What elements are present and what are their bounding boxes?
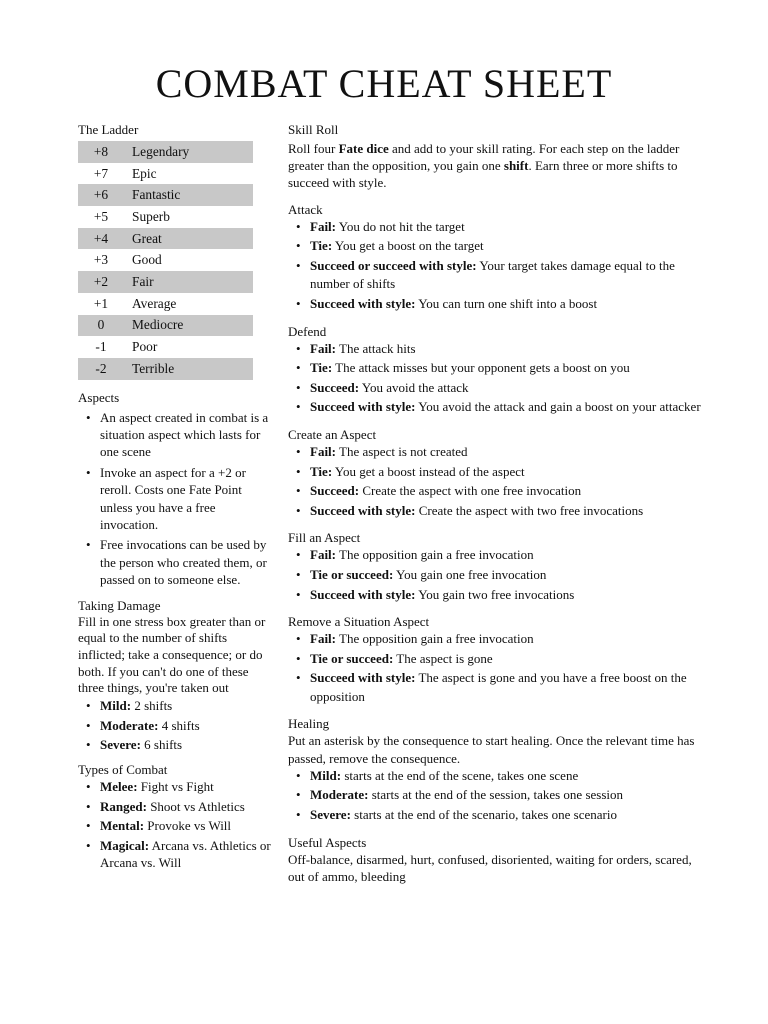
- ladder-row: [78, 141, 253, 163]
- types-of-combat-heading: Types of Combat: [78, 762, 168, 778]
- item-text: The attack misses but your opponent gets a boost on you: [332, 360, 630, 376]
- ladder-name: Good: [132, 252, 162, 268]
- item-label: Fail:: [310, 340, 336, 356]
- item-label: Tie:: [310, 463, 333, 479]
- fill-aspect-list: [288, 546, 708, 604]
- ladder-value: +2: [78, 271, 124, 293]
- item-text: The attack hits: [336, 340, 416, 356]
- list-item: [310, 586, 708, 605]
- ladder-row: [78, 206, 253, 228]
- item-text: The opposition gain a free invocation: [336, 631, 534, 647]
- item-text: Arcana vs. Athletics or Arcana vs. Will: [100, 837, 271, 870]
- ladder-row: [78, 358, 253, 380]
- useful-aspects-section: [288, 835, 708, 885]
- ladder-name: Average: [132, 295, 177, 311]
- item-text: The aspect is not created: [336, 443, 468, 459]
- list-item: [100, 798, 274, 815]
- list-item: [100, 817, 274, 834]
- left-column: [78, 122, 274, 880]
- list-item: [310, 237, 708, 256]
- ladder-value: +4: [78, 228, 124, 250]
- ladder-row: [78, 336, 253, 358]
- ladder-row: [78, 228, 253, 250]
- list-item: • Free invocations can be used by the person who created them, or passed on to someone else.: [100, 536, 274, 588]
- item-text: Shoot vs Athletics: [146, 798, 245, 814]
- item-text: Create the aspect with two free invocations: [415, 502, 644, 518]
- item-text: You avoid the attack and gain a boost on your attacker: [415, 399, 701, 415]
- list-item: [310, 463, 708, 482]
- remove-aspect-list: [288, 630, 708, 706]
- item-text: starts at the end of the scene, takes one scene: [341, 767, 579, 783]
- item-text: Create the aspect with one free invocation: [359, 483, 582, 499]
- list-item: • An aspect created in combat is a situation aspect which lasts for one scene: [100, 409, 274, 461]
- ladder-value: +3: [93, 252, 109, 268]
- page-title: COMBAT CHEAT SHEET: [155, 61, 613, 106]
- ladder-row: [78, 271, 253, 293]
- list-item: [310, 502, 708, 521]
- defend-list: [288, 340, 708, 417]
- item-text: starts at the end of the session, takes one session: [368, 787, 624, 803]
- list-item: [100, 697, 274, 714]
- fate-dice-term: Fate dice: [338, 141, 389, 156]
- list-item: [310, 650, 708, 669]
- item-text: You gain one free invocation: [393, 566, 547, 582]
- aspects-heading: Aspects: [78, 389, 120, 405]
- item-text: 4 shifts: [158, 717, 200, 733]
- item-label: Severe:: [310, 807, 351, 823]
- item-text: Provoke vs Will: [144, 818, 232, 834]
- attack-heading: Attack: [288, 201, 323, 217]
- aspects-section: [78, 390, 274, 589]
- item-label: Mild:: [100, 698, 132, 714]
- types-of-combat-section: [78, 762, 274, 871]
- item-text: 6 shifts: [140, 736, 183, 752]
- list-item: [100, 778, 274, 795]
- item-text: Your target takes damage equal to the number of shifts: [310, 257, 675, 292]
- skill-roll-section: [288, 122, 708, 192]
- ladder-value: -1: [95, 339, 107, 355]
- list-item: [310, 786, 708, 805]
- item-label: Fail:: [310, 631, 336, 647]
- ladder-value: +8: [78, 141, 124, 163]
- defend-section: [288, 324, 708, 417]
- defend-heading: Defend: [288, 323, 327, 339]
- ladder-row: [78, 249, 253, 271]
- skill-roll-text-3: . Earn three or more shifts to succeed with style.: [288, 158, 678, 191]
- healing-heading: Healing: [288, 716, 330, 732]
- list-item: [310, 546, 708, 565]
- attack-section: [288, 202, 708, 314]
- ladder-value: 0: [78, 315, 124, 337]
- list-item: [310, 218, 708, 237]
- item-text: starts at the end of the scenario, takes one scenario: [350, 807, 617, 823]
- item-label: Magical:: [100, 837, 150, 853]
- item-label: Moderate:: [100, 717, 159, 733]
- useful-aspects-text: Off-balance, disarmed, hurt, confused, disoriented, waiting for orders, scared, out of ammo, bleeding: [288, 851, 692, 884]
- right-column: [288, 122, 708, 895]
- item-label: Severe:: [100, 736, 141, 752]
- item-text: You do not hit the target: [336, 218, 465, 234]
- ladder-name: Poor: [132, 339, 158, 355]
- item-text: You get a boost instead of the aspect: [332, 463, 525, 479]
- item-text: The aspect is gone: [393, 650, 493, 666]
- item-label: Fail:: [310, 547, 336, 563]
- ladder-row: [78, 163, 253, 185]
- list-item: • Invoke an aspect for a +2 or reroll. Costs one Fate Point unless you have a free invocation.: [100, 464, 274, 534]
- item-label: Mild:: [310, 767, 342, 783]
- aspects-list: [78, 409, 274, 589]
- item-text: You gain two free invocations: [415, 586, 575, 602]
- item-label: Succeed:: [310, 483, 360, 499]
- list-item: [310, 669, 708, 706]
- useful-aspects-heading: Useful Aspects: [288, 834, 367, 850]
- fill-aspect-heading: Fill an Aspect: [288, 530, 361, 546]
- item-label: Succeed with style:: [310, 502, 416, 518]
- item-label: Succeed with style:: [310, 295, 416, 311]
- fill-aspect-section: [288, 530, 708, 604]
- ladder-value: +5: [93, 208, 109, 224]
- skill-roll-text: [288, 140, 708, 192]
- item-text: 2 shifts: [131, 698, 173, 714]
- list-item: [310, 806, 708, 825]
- list-item: [310, 767, 708, 786]
- item-text: You avoid the attack: [359, 379, 469, 395]
- item-label: Tie or succeed:: [310, 566, 394, 582]
- item-label: Succeed with style:: [310, 586, 416, 602]
- ladder-heading: The Ladder: [78, 122, 139, 137]
- ladder-name: Legendary: [124, 141, 253, 163]
- item-label: Fail:: [310, 218, 336, 234]
- ladder-table: [78, 141, 253, 380]
- create-aspect-section: [288, 427, 708, 520]
- taking-damage-text: Fill in one stress box greater than or equal to the number of shifts inflicted; take a consequence; or do both. If you can't do one of these three things, you're taken out: [78, 613, 266, 696]
- list-item: [100, 717, 274, 734]
- list-item: [310, 295, 708, 314]
- ladder-name: Great: [124, 228, 253, 250]
- ladder-name: Mediocre: [124, 315, 253, 337]
- item-text: The opposition gain a free invocation: [336, 547, 534, 563]
- healing-section: [288, 716, 708, 824]
- create-aspect-heading: Create an Aspect: [288, 426, 377, 442]
- list-item: [100, 837, 274, 872]
- list-item: [310, 398, 708, 417]
- item-label: Succeed or succeed with style:: [310, 257, 477, 273]
- skill-roll-text-2: and add to your skill rating. For each step on the ladder greater than the opposition, you gain one: [288, 141, 680, 174]
- list-item: [310, 257, 708, 294]
- item-label: Succeed:: [310, 379, 360, 395]
- ladder-name: Superb: [132, 208, 170, 224]
- item-label: Moderate:: [310, 787, 369, 803]
- ladder-row: [78, 315, 253, 337]
- item-text: The aspect is gone and you have a free boost on the opposition: [310, 670, 687, 704]
- create-aspect-list: [288, 443, 708, 520]
- ladder-name: Terrible: [124, 358, 253, 380]
- skill-roll-heading: Skill Roll: [288, 122, 339, 137]
- list-item: [100, 736, 274, 753]
- item-label: Melee:: [100, 779, 138, 795]
- list-item: [310, 482, 708, 501]
- healing-text: Put an asterisk by the consequence to start healing. Once the relevant time has passed, remove the consequence.: [288, 733, 695, 766]
- item-label: Succeed with style:: [310, 670, 416, 686]
- remove-aspect-heading: Remove a Situation Aspect: [288, 614, 430, 630]
- item-text: You get a boost on the target: [332, 238, 484, 254]
- ladder-row: [78, 184, 253, 206]
- healing-list: [288, 767, 708, 825]
- ladder-name: Fantastic: [124, 184, 253, 206]
- ladder-value: +6: [78, 184, 124, 206]
- item-label: Tie:: [310, 360, 333, 376]
- skill-roll-text-1: Roll four: [288, 141, 339, 156]
- taking-damage-section: [78, 598, 274, 754]
- item-label: Tie or succeed:: [310, 650, 394, 666]
- item-label: Ranged:: [100, 798, 147, 814]
- shift-term: shift: [503, 158, 529, 174]
- taking-damage-heading: Taking Damage: [78, 597, 161, 613]
- list-item: [310, 359, 708, 378]
- list-item: [310, 566, 708, 585]
- ladder-name: Epic: [132, 165, 157, 181]
- item-label: Succeed with style:: [310, 399, 416, 415]
- item-label: Fail:: [310, 443, 336, 459]
- item-text: Fight vs Fight: [137, 779, 214, 795]
- ladder-row: [78, 293, 253, 315]
- ladder-value: -2: [78, 358, 124, 380]
- ladder-name: Fair: [124, 271, 253, 293]
- ladder-value: +1: [93, 295, 109, 311]
- list-item: [310, 443, 708, 462]
- taking-damage-list: [78, 697, 274, 753]
- item-label: Mental:: [100, 818, 145, 834]
- list-item: [310, 630, 708, 649]
- item-label: Tie:: [310, 238, 333, 254]
- item-text: You can turn one shift into a boost: [415, 295, 598, 311]
- list-item: [310, 379, 708, 398]
- remove-aspect-section: [288, 614, 708, 706]
- list-item: [310, 340, 708, 359]
- ladder-value: +7: [93, 165, 109, 181]
- types-of-combat-list: [78, 778, 274, 871]
- attack-list: [288, 218, 708, 314]
